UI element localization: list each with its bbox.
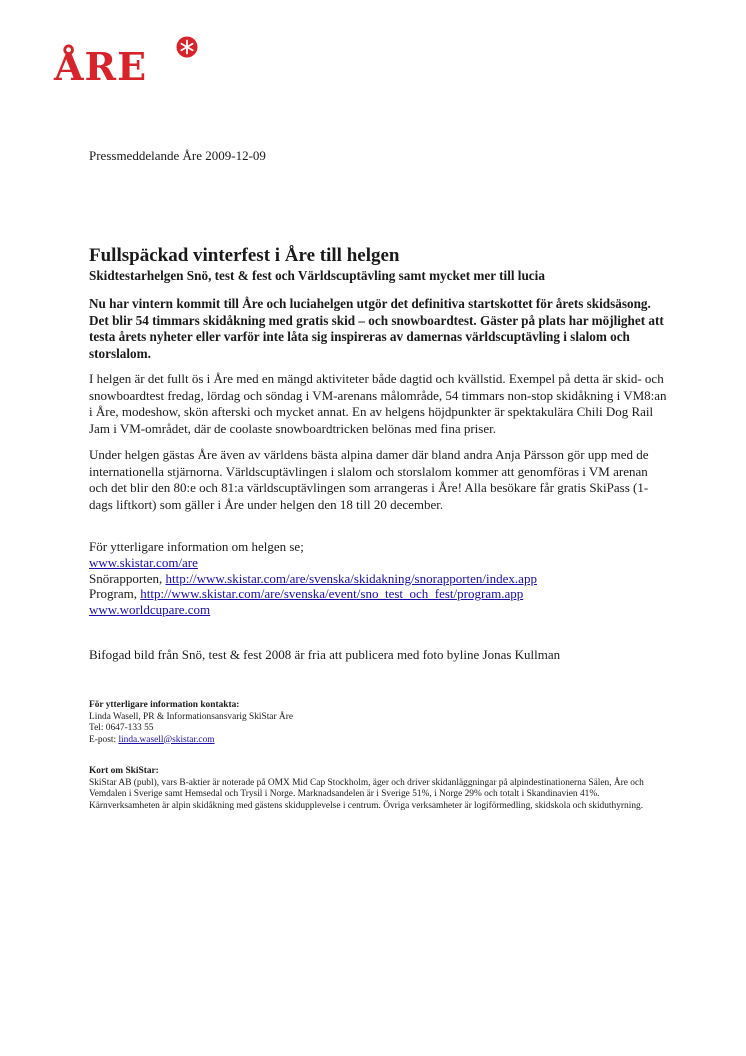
lead-paragraph: Nu har vintern kommit till Åre och luciahelgen utgör det definitiva startskottet för årets skidsäsong. Det blir 54 timmars skidåkning med gratis skid – och snowboardtest. Gäster på plats har möjlighet att testa årets nyheter eller varför inte låta sig inspireras av damernas världscuptävling i slalom och storslalom. [89, 296, 664, 361]
contact-name: Linda Wasell, PR & Informationsansvarig SkiStar Åre [89, 711, 293, 722]
about-heading: Kort om SkiStar: [89, 766, 159, 776]
are-logo [54, 36, 204, 88]
snowflake-icon [176, 36, 198, 58]
info-links [89, 539, 537, 618]
body-paragraph-2: Under helgen gästas Åre även av världens bästa alpina damer där bland andra Anja Pärsson gör upp med de internationella stjärnorna. Världscuptävlingen i slalom och storslalom kommer att genomföras i VM arenan och det blir den 80:e och 81:a världscuptävlingen som arrangeras i Åre! Alla besökare får gratis SkiPass (1-dags liftkort) som gäller i Åre under helgen den 18 till 20 december. [89, 447, 649, 513]
program-line [89, 586, 537, 602]
contact-email-link[interactable]: linda.wasell@skistar.com [118, 734, 215, 745]
info-intro: För ytterligare information om helgen se; [89, 539, 304, 554]
article-subtitle: Skidtestarhelgen Snö, test & fest och Världscuptävling samt mycket mer till lucia [89, 268, 545, 283]
about-block [89, 766, 659, 812]
snow-report-label: Snörapporten, [89, 570, 166, 586]
date-line: Pressmeddelande Åre 2009-12-09 [89, 148, 266, 163]
article-title: Fullspäckad vinterfest i Åre till helgen [89, 245, 400, 266]
about-text: SkiStar AB (publ), vars B-aktier är noterade på OMX Mid Cap Stockholm, äger och driver skidanläggningar på alpindestinationerna Sälen, Åre och Vemdalen i Sverige samt Hemsedal och Trysil i Norge. Marknadsandelen är i Sverige 51%, i Norge 29% och totalt i Skandinavien 41%. Kärnverksamheten är alpin skidåkning med gästens skidupplevelse i centrum. Övriga verksamheter är logiförmedling, skidskola och skiduthyrning. [89, 777, 644, 811]
contact-heading: För ytterligare information kontakta: [89, 700, 240, 710]
snow-report-link[interactable]: http://www.skistar.com/are/svenska/skidakning/snorapporten/index.app [165, 570, 537, 586]
email-label: E-post: [89, 734, 119, 745]
logo-text: ÅRE [54, 44, 148, 89]
snow-report-line [89, 571, 537, 587]
program-label: Program, [89, 586, 141, 602]
worldcup-link[interactable]: www.worldcupare.com [89, 602, 211, 618]
photo-note: Bifogad bild från Snö, test & fest 2008 är fria att publicera med foto byline Jonas Kullman [89, 647, 561, 662]
contact-email-line [89, 735, 293, 747]
program-link[interactable]: http://www.skistar.com/are/svenska/event/sno_test_och_fest/program.app [140, 586, 524, 602]
body-paragraph-1: I helgen är det fullt ös i Åre med en mängd aktiviteter både dagtid och kvällstid. Exempel på detta är skid- och snowboardtest fredag, lördag och söndag i VM-arenans målområde, 54 timmars non-stop skidåkning i VM8:an i Åre, modeshow, skön afterski och mycket annat. En av helgens höjdpunkter är spektakulära Chili Dog Rail Jam i VM-området, där de coolaste snowboardtricken belönas med fina priser. [89, 371, 667, 437]
contact-phone: Tel: 0647-133 55 [89, 723, 154, 733]
contact-block [89, 700, 293, 746]
skistar-are-link[interactable]: www.skistar.com/are [89, 554, 198, 570]
